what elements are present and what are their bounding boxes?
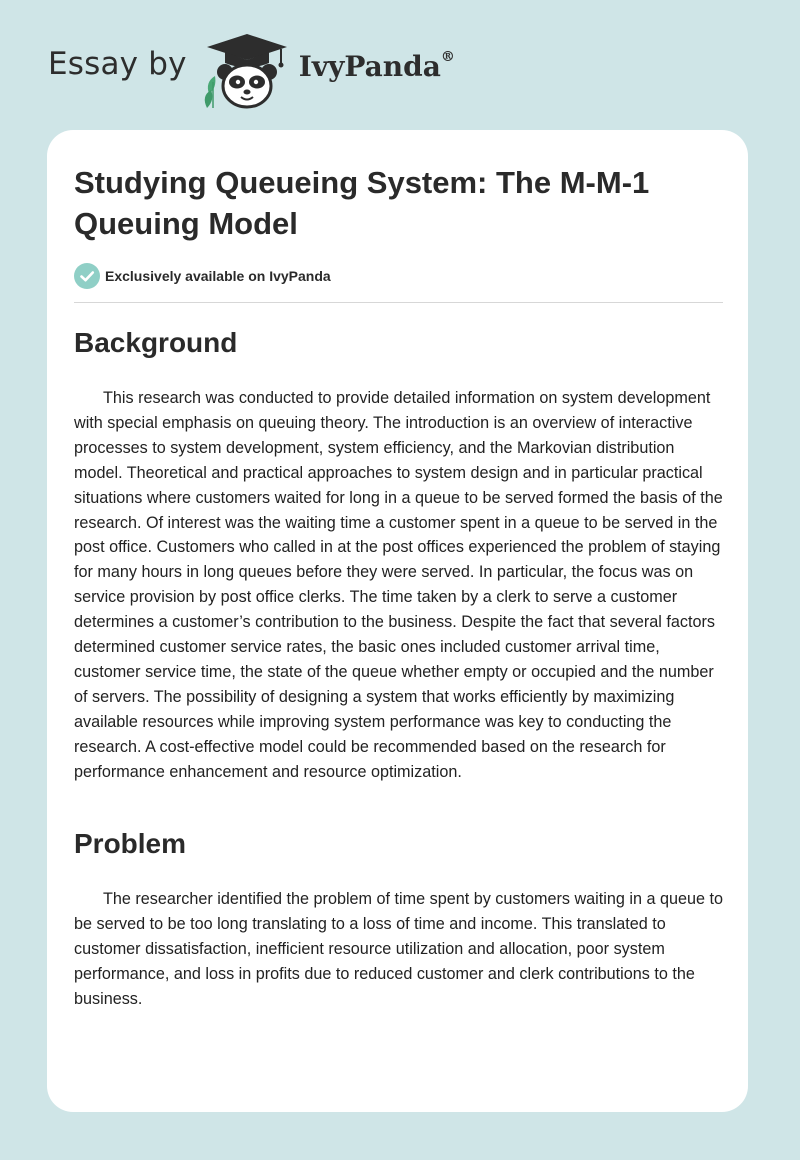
article-title: Studying Queueing System: The M-M-1 Queuing Model — [74, 165, 650, 241]
trademark-symbol: ® — [440, 49, 455, 66]
check-circle-icon — [74, 263, 100, 289]
ivypanda-logo-icon[interactable] — [201, 30, 293, 110]
section-body-background: This research was conducted to provide detailed information on system development with special emphasis on queuing theory. The introduction is an overview of interactive processes to system development, system efficiency, and the Markovian distribution model. Theoretical and practical approaches to system design and in particular practical situations where customers waited for long in a queue to be served formed the basis of the research. Of interest was the waiting time a customer spent in a queue to be served in the post office. Customers who called in at the post offices experienced the problem of staying for many hours in long queues before they were served. In particular, the focus was on service provision by post office clerks. The time taken by a clerk to serve a customer determines a customer’s contribution to the business. Despite the fact that several factors determined customer service rates, the basic ones included customer arrival time, customer service time, the state of the queue whether empty or occupied and the number of servers. The possibility of designing a system that works efficiently by maximizing available resources while improving system performance was key to conducting the research. A cost-effective model could be recommended based on the research for performance enhancement and resource optimization. — [74, 389, 723, 781]
exclusive-badge — [74, 263, 331, 289]
exclusive-badge-text: Exclusively available on IvyPanda — [105, 268, 331, 284]
section-body-problem: The researcher identified the problem of time spent by customers waiting in a queue to be served to be too long translating to a loss of time and income. This translated to customer dissatisfaction, inefficient resource utilization and allocation, poor system performance, and loss in profits due to reduced customer and clerk contributions to the business. — [74, 890, 723, 1008]
brand-name[interactable]: IvyPanda® — [298, 49, 455, 83]
site-header — [48, 30, 455, 110]
article-card — [47, 130, 748, 1112]
title-divider — [74, 302, 723, 303]
essay-by-label: Essay by — [48, 46, 187, 82]
section-heading-problem: Problem — [74, 828, 187, 859]
section-heading-background: Background — [74, 327, 238, 358]
